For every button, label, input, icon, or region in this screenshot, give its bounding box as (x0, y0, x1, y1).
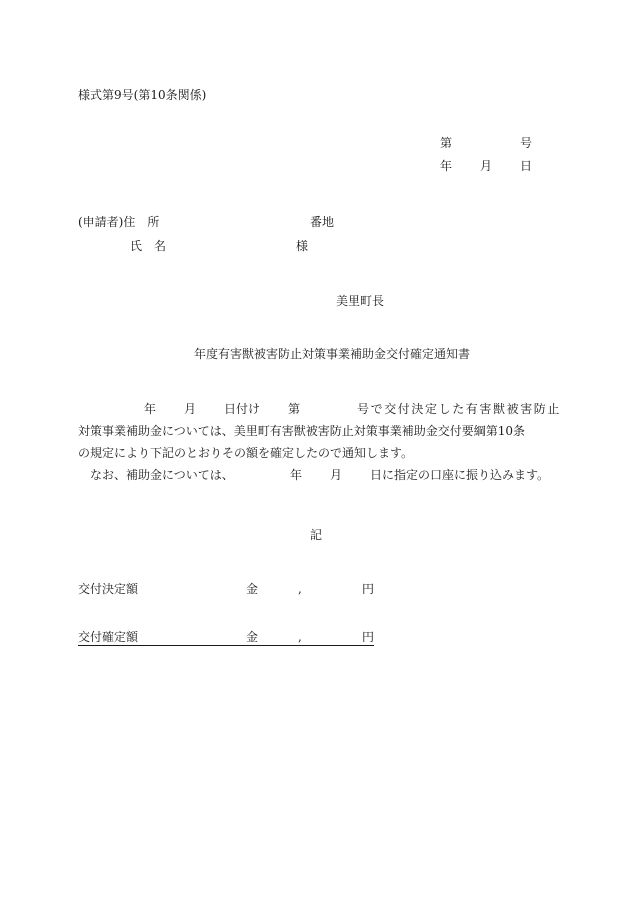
amount-confirmed-kin: 金 (246, 630, 259, 644)
body-line-4-month: 月 (330, 468, 343, 482)
amount-confirmed-yen: 円 (362, 630, 375, 644)
body-year: 年 (144, 402, 157, 416)
amount-confirmed-label: 交付確定額 (78, 630, 139, 644)
form-label: 様式第9号(第10条関係) (78, 88, 207, 102)
applicant-address-label: (申請者)住 所 (78, 215, 160, 229)
body-line-4-rest: 日に指定の口座に振り込みます。 (370, 468, 550, 482)
number-suffix: 号 (520, 136, 533, 150)
body-paragraph (78, 398, 568, 486)
body-dai: 第 (288, 402, 301, 416)
body-line-4-year: 年 (290, 468, 303, 482)
amount-confirmed-sep: , (298, 630, 302, 644)
body-line-4 (78, 464, 568, 486)
applicant-address-suffix: 番地 (310, 215, 335, 229)
amount-decided-label: 交付決定額 (78, 582, 139, 596)
number-prefix: 第 (440, 136, 453, 150)
applicant-name-suffix: 様 (296, 239, 309, 253)
body-dated: 日付け (224, 402, 261, 416)
issuer: 美里町長 (336, 294, 385, 308)
amount-decided-kin: 金 (246, 582, 259, 596)
amount-decided-yen: 円 (362, 582, 375, 596)
body-line-4-lead: なお、補助金については、 (90, 468, 234, 482)
body-month: 月 (184, 402, 197, 416)
date-day: 日 (520, 159, 533, 173)
body-line-1 (78, 398, 568, 420)
amount-decided-sep: , (298, 582, 302, 596)
date-month: 月 (480, 159, 493, 173)
doc-title: 年度有害獣被害防止対策事業補助金交付確定通知書 (194, 347, 471, 361)
body-line-3: の規定により下記のとおりその額を確定したので通知します。 (78, 446, 414, 460)
applicant-name-label: 氏 名 (130, 239, 167, 253)
body-line-2: 対策事業補助金については、美里町有害獣被害防止対策事業補助金交付要綱第10条 (78, 424, 526, 438)
ki-heading: 記 (310, 528, 323, 542)
body-line-1-rest: 号で交付決定した有害獣被害防止 (357, 402, 562, 416)
date-year: 年 (440, 159, 453, 173)
